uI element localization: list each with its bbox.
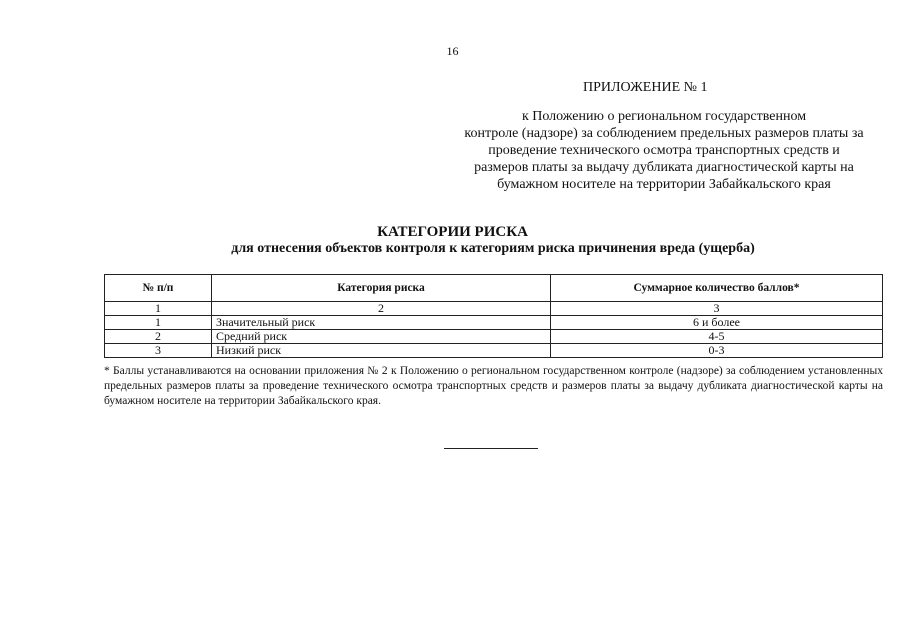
appendix-subtitle	[436, 108, 892, 193]
risk-categories-table	[104, 274, 883, 358]
appendix-subtitle-line: к Положению о региональном государственном	[521, 109, 807, 124]
table-header-row	[105, 275, 883, 302]
points-cell: 4-5	[551, 330, 883, 344]
risk-category-cell: Низкий риск	[212, 344, 551, 358]
appendix-subtitle-line: размеров платы за выдачу дубликата диагностической карты на	[474, 160, 854, 175]
appendix-subtitle-line: бумажном носителе на территории Забайкальского края	[497, 177, 831, 192]
risk-category-cell: Значительный риск	[212, 316, 551, 330]
header-number: № п/п	[105, 275, 212, 302]
column-number-row	[105, 302, 883, 316]
document-subtitle: для отнесения объектов контроля к категориям риска причинения вреда (ущерба)	[231, 241, 755, 256]
row-number-cell: 1	[105, 316, 212, 330]
column-number-cell: 2	[212, 302, 551, 316]
points-cell: 6 и более	[551, 316, 883, 330]
end-divider	[444, 448, 538, 449]
appendix-subtitle-line: контроле (надзоре) за соблюдением предельных размеров платы за	[464, 126, 864, 141]
document-title: КАТЕГОРИИ РИСКА	[377, 224, 528, 240]
risk-category-cell: Средний риск	[212, 330, 551, 344]
table-row	[105, 344, 883, 358]
header-total-points: Суммарное количество баллов*	[551, 275, 883, 302]
appendix-title: ПРИЛОЖЕНИЕ № 1	[583, 80, 708, 95]
column-number-cell: 3	[551, 302, 883, 316]
row-number-cell: 3	[105, 344, 212, 358]
points-cell: 0-3	[551, 344, 883, 358]
row-number-cell: 2	[105, 330, 212, 344]
column-number-cell: 1	[105, 302, 212, 316]
footnote: * Баллы устанавливаются на основании приложения № 2 к Положению о региональном государственном контроле (надзоре) за соблюдением установленных предельных размеров платы за проведение технического осмотра транспортных средств и размеров платы за выдачу дубликата диагностической карты на бумажном носителе на территории Забайкальского края.	[104, 365, 883, 407]
table-row	[105, 316, 883, 330]
appendix-subtitle-line: проведение технического осмотра транспортных средств и	[488, 143, 840, 158]
header-risk-category: Категория риска	[212, 275, 551, 302]
table-row	[105, 330, 883, 344]
page-number: 16	[446, 44, 459, 58]
